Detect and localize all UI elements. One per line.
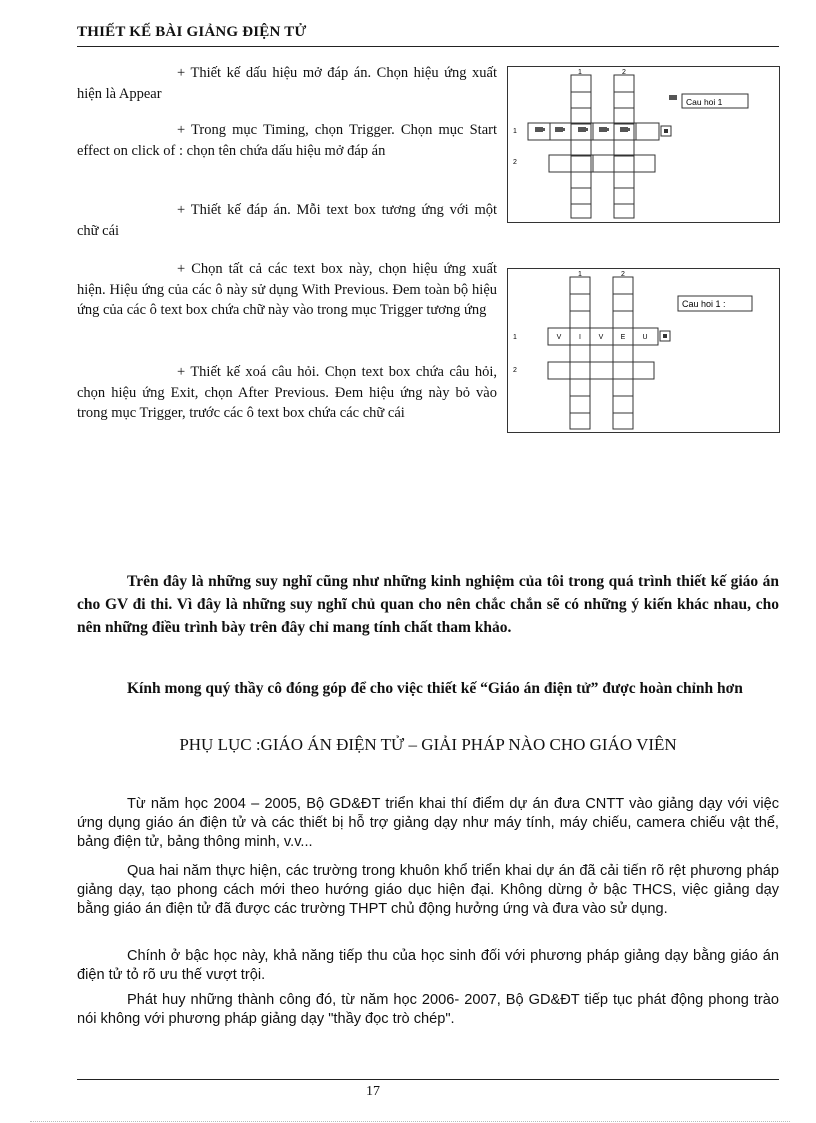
crossword-figure-2 <box>507 268 780 433</box>
col-number-1: 1 <box>578 69 582 76</box>
step-1 <box>77 63 497 104</box>
step-5 <box>77 362 497 424</box>
step-2-text: + Trong mục Timing, chọn Trigger. Chọn mục Start effect on click of : chọn tên chứa dấu hiệu mở đáp án <box>77 122 497 159</box>
trigger-icon-2 <box>660 331 670 341</box>
trigger-icon-1 <box>661 126 671 136</box>
appendix-paragraph-4 <box>77 991 779 1029</box>
col-number-1: 1 <box>578 271 582 278</box>
header-title: THIẾT KẾ BÀI GIẢNG ĐIỆN TỬ <box>77 24 307 40</box>
conclusion-paragraph-1 <box>77 570 779 639</box>
col-number-2: 2 <box>621 271 625 278</box>
step-5-text: + Thiết kế xoá câu hỏi. Chọn text box chứa câu hỏi, chọn hiệu ứng Exit, chọn After Previous. Đem hiệu ứng này bỏ vào trong mục Trigger, trước các ô text box chứa các chữ cái <box>77 364 497 421</box>
crossword-grid-1 <box>528 75 659 218</box>
conclusion-paragraph-2 <box>77 677 779 700</box>
row-number-1: 1 <box>513 334 517 341</box>
appendix-title: PHỤ LỤC :GIÁO ÁN ĐIỆN TỬ – GIẢI PHÁP NÀO CHO GIÁO VIÊN <box>179 735 677 754</box>
question-label-1: Cau hoi 1 <box>686 97 723 107</box>
hidden-letter-icons <box>535 127 630 132</box>
appendix-paragraph-3 <box>77 947 779 985</box>
question-box-1 <box>669 94 748 108</box>
appendix-text-1: Từ năm học 2004 – 2005, Bộ GD&ĐT triển khai thí điểm dự án đưa CNTT vào giảng dạy với việc ứng dụng giáo án điện tử và các thiết bị hỗ trợ giảng dạy như máy tính, máy chiếu, camera chiếu vật thể, bảng điện tử, bảng thông minh, v.v... <box>77 796 779 850</box>
footer-rule <box>77 1079 779 1080</box>
appendix-text-3: Chính ở bậc học này, khả năng tiếp thu của học sinh đối với phương pháp giảng dạy bằng giáo án điện tử tỏ rõ ưu thế vượt trội. <box>77 948 779 983</box>
answer-letter: U <box>642 334 648 341</box>
appendix-paragraph-2 <box>77 862 779 919</box>
answer-letter: E <box>620 334 626 341</box>
appendix-text-2: Qua hai năm thực hiện, các trường trong khuôn khổ triển khai dự án đã cải tiến rõ rệt phương pháp giảng dạy, tạo phong cách mới theo hướng giáo dục hiện đại. Không dừng ở bậc THCS, việc giảng dạy bằng giáo án điện tử đã được các trường THPT chủ động hưởng ứng và đưa vào sử dụng. <box>77 863 779 917</box>
answer-letter: I <box>579 334 581 341</box>
step-2 <box>77 120 497 161</box>
question-label-2: Cau hoi 1 : <box>682 299 726 309</box>
row-number-2: 2 <box>513 367 517 374</box>
crossword-figure-1 <box>507 66 780 223</box>
step-1-text: + Thiết kế dấu hiệu mở đáp án. Chọn hiệu ứng xuất hiện là Appear <box>77 65 497 102</box>
answer-letter: V <box>556 334 562 341</box>
page-number: 17 <box>366 1084 380 1099</box>
step-4-text: + Chọn tất cả các text box này, chọn hiệu ứng xuất hiện. Hiệu ứng của các ô này sử dụng With Previous. Đem toàn bộ hiệu ứng của các ô text box chứa chữ này vào trong mục Trigger tương ứng <box>77 261 497 318</box>
header-rule <box>77 46 779 47</box>
conclusion-text-2: Kính mong quý thầy cô đóng góp để cho việc thiết kế “Giáo án điện tử” được hoàn chỉnh hơn <box>127 680 743 697</box>
crossword-grid-2 <box>548 277 658 429</box>
col-number-2: 2 <box>622 69 626 76</box>
step-4 <box>77 259 497 321</box>
answer-letter: V <box>598 334 604 341</box>
page-edge-divider <box>30 1121 790 1122</box>
appendix-paragraph-1 <box>77 795 779 852</box>
step-3-text: + Thiết kế đáp án. Mỗi text box tương ứng với một chữ cái <box>77 202 497 239</box>
conclusion-text-1: Trên đây là những suy nghĩ cũng như những kinh nghiệm của tôi trong quá trình thiết kế giáo án cho GV đi thi. Vì đây là những suy nghĩ chủ quan cho nên chắc chắn sẽ có những ý kiến khác nhau, cho nên những điều trình bày trên đây chỉ mang tính chất tham khảo. <box>77 573 779 636</box>
row-number-1: 1 <box>513 128 517 135</box>
step-3 <box>77 200 497 241</box>
appendix-text-4: Phát huy những thành công đó, từ năm học 2006- 2007, Bộ GD&ĐT tiếp tục phát động phong trào nói không với phương pháp giảng dạy "thầy đọc trò chép". <box>77 992 779 1027</box>
row-number-2: 2 <box>513 159 517 166</box>
question-box-2 <box>678 296 752 311</box>
